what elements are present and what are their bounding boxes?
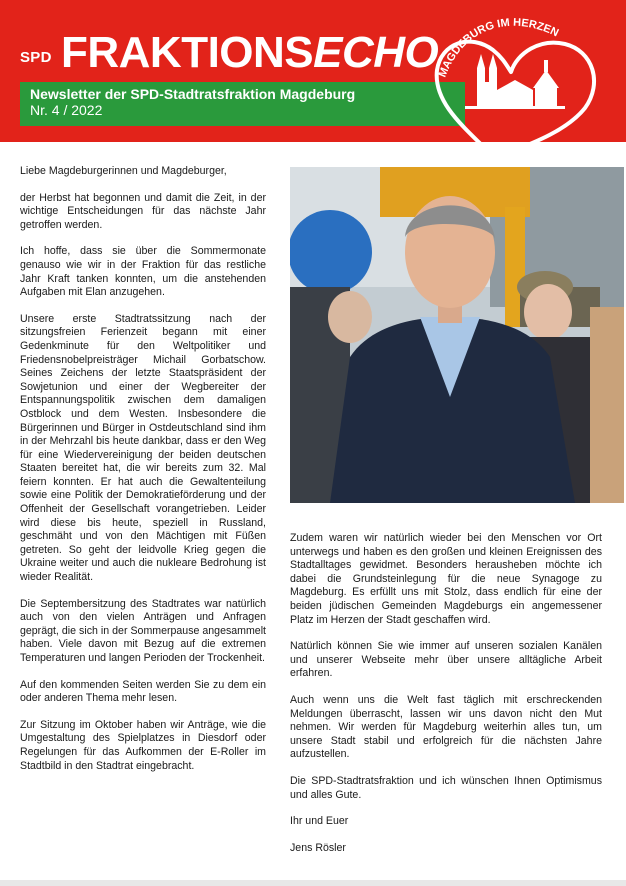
letter-right-column xyxy=(290,532,602,868)
issue-number: Nr. 4 / 2022 xyxy=(30,102,103,118)
spd-logo: SPD xyxy=(20,49,52,66)
newsletter-subtitle: Newsletter der SPD-Stadtratsfraktion Magdeburg xyxy=(30,86,356,102)
page-bottom-bar xyxy=(0,880,626,886)
closing: Ihr und Euer xyxy=(290,815,349,828)
title-part-1: FRAKTIONS xyxy=(61,28,314,77)
church-icon xyxy=(533,60,559,106)
paragraph: Die SPD-Stadtratsfraktion und ich wünschen Ihnen Optimismus und alles Gute. xyxy=(290,774,602,801)
paragraph: Unsere erste Stadtratssitzung nach der sitzungsfreien Ferienzeit begann mit einer Gedenkminute für den Weltpolitiker und Friedensnobelpreisträger Michail Gorbatschow. Seines Zeichens der letzte Staatspräsident der Sowjetunion und einer der Wegbereiter der Entspannungspolitik zwischen dem damaligen Ostblock und dem Westen. Insbesondere die Bürgerinnen und Bürger in Ostdeutschland sind ihm in der Mehrzahl bis heute dankbar, dass er den Weg für eine Wiedervereinigung der beiden deutschen Staaten bereitet hat, die wir bereits zum 32. Mal feiern konnten. Er hat auch die Gewaltenteilung sowie eine Politik der Demokratieförderung und der Offenheit der Gesellschaft vorangetrieben. Leider wird diese bis heute, speziell in Russland, geschmäht und von den Mächtigen mit Füßen getreten. So geht der leidvolle Krieg gegen die Ukraine weiter und auch die nukleare Bedrohung ist wieder Realität. xyxy=(20,312,266,584)
newsletter-title xyxy=(61,28,438,78)
paragraph: Ich hoffe, dass sie über die Sommermonate genauso wie wir in der Fraktion für das restliche Jahr Kraft tanken konnten, um die anstehenden Aufgaben mit Elan anzugehen. xyxy=(20,245,266,299)
salutation: Liebe Magdeburgerinnen und Magdeburger, xyxy=(20,165,227,177)
signature-name: Jens Rösler xyxy=(290,841,346,854)
paragraph: Zudem waren wir natürlich wieder bei den Menschen vor Ort unterwegs und haben es den großen und kleinen Ereignissen des Stadtalltages gewidmet. Besonders herausheben möchte ich dabei die Grundsteinlegung für die neue Synagoge zu Magdeburg. Es erfüllt uns mit Stolz, dass endlich für eine der beiden jüdischen Gemeinden Magdeburgs ein angemessener Platz im Herzen der Stadt geschaffen wird. xyxy=(290,532,602,626)
letter-left-column xyxy=(20,165,266,786)
title-part-2: ECHO xyxy=(313,28,439,77)
paragraph: Natürlich können Sie wie immer auf unseren sozialen Kanälen und unserer Webseite mehr über unsere alltägliche Arbeit erfahren. xyxy=(290,640,602,680)
paragraph: Die Septembersitzung des Stadtrates war natürlich auch von den vielen Anträgen und Anfragen geprägt, die sich in der Sommerpause angesammelt haben. Viele davon mit Bezug auf die extremen Temperaturen und langen Perioden der Trockenheit. xyxy=(20,597,266,664)
paragraph: der Herbst hat begonnen und damit die Zeit, in der wichtige Entscheidungen für das nächste Jahr getroffen werden. xyxy=(20,191,266,231)
emblem-label: MAGDEBURG IM HERZEN xyxy=(436,16,561,80)
paragraph: Auch wenn uns die Welt fast täglich mit erschreckenden Meldungen überrascht, lassen wir uns davon nicht den Mut nehmen. Wir werden für Magdeburg weiterhin alles tun, um unsere Stadt stabil und erfolgreich für die nächsten Jahre aufzustellen. xyxy=(290,693,602,761)
photo-illustration xyxy=(290,167,624,503)
paragraph: Zur Sitzung im Oktober haben wir Anträge, wie die Umgestaltung des Spielplatzes in Diesdorf oder Regelungen für das Aufkommen der E-Roller im Stadtbild in den Stadtrat eingebracht. xyxy=(20,718,266,772)
paragraph: Auf den kommenden Seiten werden Sie zu dem ein oder anderen Thema mehr lesen. xyxy=(20,678,266,705)
magdeburg-heart-emblem xyxy=(425,8,625,173)
portrait-photo xyxy=(290,167,624,503)
